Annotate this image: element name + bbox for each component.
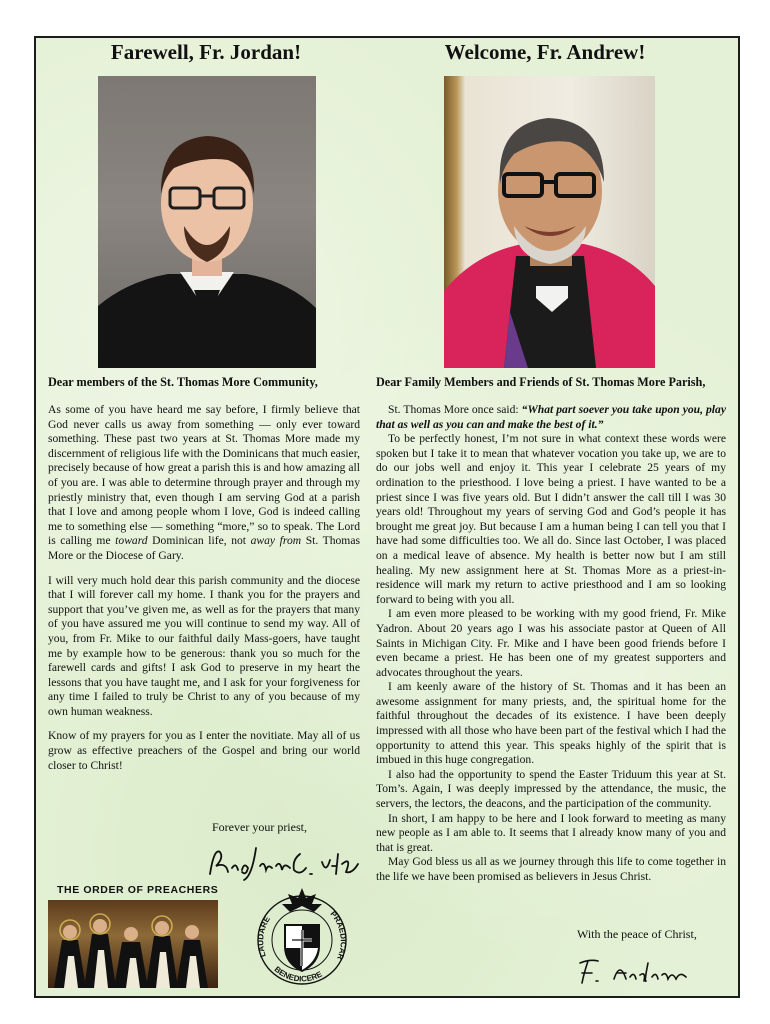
farewell-paragraph: I will very much hold dear this parish community and the diocese that I will forever call my home. I thank you for the prayers and support that you’ve given me, as well as for the prayers that many of you have assured me you will continue to send my way. All of you, from Fr. Mike to our faithful daily Mass-goers, have taught me by example how to be generous: thank you so much for the farewell cards and gifts! I ask God to preserve in my heart the lessons that you have taught me, and I ask for your forgiveness for any time I failed to truly be Christ to any of you because of my own human weakness.	[48, 573, 360, 718]
dominican-shield-logo	[252, 886, 352, 990]
fr-andrew-photo	[444, 76, 655, 368]
dominican-crest	[252, 886, 352, 990]
farewell-paragraph	[48, 403, 360, 564]
farewell-letter	[48, 403, 360, 783]
text-run: St. Thomas More once said:	[388, 403, 522, 416]
thomas-more-quote: “What part soever you take upon you, play that as well as you can and make the best of it.”	[376, 403, 726, 431]
left-salutation: Dear members of the St. Thomas More Community,	[48, 375, 318, 389]
welcome-paragraph: I also had the opportunity to spend the Easter Triduum this year at St. Tom’s. Again, I was deeply impressed by the attendance, the music, the servers, the lectors, the deacons, and the participation of the community.	[376, 767, 726, 811]
crest-word-left: LAUDARE	[256, 914, 273, 959]
fr-jordan-portrait-illustration	[98, 76, 316, 368]
fr-jordan-photo	[98, 76, 316, 368]
signature-scribble	[206, 840, 366, 886]
text-run: As some of you have heard me say before, I firmly believe that God never calls us away from something — only ever toward something. These past two years at St. Thomas More made my discernment of religious life with the Dominicans that much easier, precisely because of how great a parish this is and how amazing all of you are. I was able to determine through prayer and through my priestly ministry that, even though I am serving God at a parish that I love and among people whom I love, God is indeed calling me to something else — something “more,” so to speak. The Lord is calling me	[48, 403, 360, 548]
right-salutation: Dear Family Members and Friends of St. Thomas More Parish,	[376, 375, 706, 389]
welcome-paragraph	[376, 403, 726, 432]
welcome-heading: Welcome, Fr. Andrew!	[444, 40, 646, 64]
welcome-paragraph: I am even more pleased to be working with my good friend, Fr. Mike Yadron. About 20 years ago I was his associate pastor at Queen of All Saints in Michigan City. Fr. Mike and I have been good friends before I even became a priest. He has been one of my greatest supporters and advocates throughout the years.	[376, 607, 726, 679]
crest-word-right: PRAEDICAR	[328, 909, 348, 962]
fr-andrew-portrait-illustration	[444, 76, 655, 368]
signature-scribble	[574, 955, 694, 987]
welcome-closing: With the peace of Christ,	[577, 927, 697, 941]
welcome-paragraph: In short, I am happy to be here and I look forward to meeting as many new people as I am able to. It seems that I already know many of you and that is great.	[376, 811, 726, 854]
text-run: St. Thomas More or the Diocese of Gary.	[48, 534, 360, 562]
order-of-preachers-title: THE ORDER OF PREACHERS	[57, 884, 219, 896]
welcome-paragraph: I am keenly aware of the history of St. Thomas and it has been an awesome assignment for many priests, and, the spiritual home for the faithful throughout the decades of its existence. I have been deeply impressed with all those who have been part of the festival which I had the opportunity to attend this year. This speaks highly of the spirit that is imbued in this huge congregation.	[376, 680, 726, 767]
farewell-heading: Farewell, Fr. Jordan!	[110, 40, 302, 64]
emphasis-away-from: away from	[250, 534, 302, 548]
welcome-paragraph: May God bless us all as we journey through this life to come together in the life we have been promised as believers in Jesus Christ.	[376, 855, 726, 883]
friars-illustration	[48, 900, 218, 988]
welcome-letter	[376, 403, 726, 885]
farewell-closing: Forever your priest,	[212, 820, 307, 834]
welcome-paragraph: To be perfectly honest, I’m not sure in what context these words were spoken but I take it to mean that whatever vocation you take up, we are to do our jobs well and enjoy it. This year I celebrate 25 years of my ordination to the priesthood. I love being a priest. I have wanted to be a priest since I was five years old. But I didn’t answer the call till I was 30 years old! Throughout my years of serving God and God’s people it has brought me great joy. But because I am a human being I can tell you that I have had some difficulties too. We all do. Since last October, I was placed on a medical leave of absence. My health is better now but I am still healing. My new assignment here at St. Thomas More as a priest-in-residence will mark my return to active priesthood and I am so looking forward to being with you all.	[376, 432, 726, 606]
svg-text:LAUDARE	[256, 914, 272, 958]
crest-word-bottom: BENEDICERE	[272, 964, 324, 984]
farewell-paragraph: Know of my prayers for you as I enter the novitiate. May all of us grow as effective preachers of the Gospel and bring our world closer to Christ!	[48, 729, 360, 772]
fr-andrew-signature	[574, 955, 694, 991]
text-run: Dominican life, not	[147, 534, 251, 548]
dominican-friars-painting	[48, 900, 218, 988]
emphasis-toward: toward	[115, 534, 148, 548]
fr-jordan-signature	[206, 840, 366, 890]
